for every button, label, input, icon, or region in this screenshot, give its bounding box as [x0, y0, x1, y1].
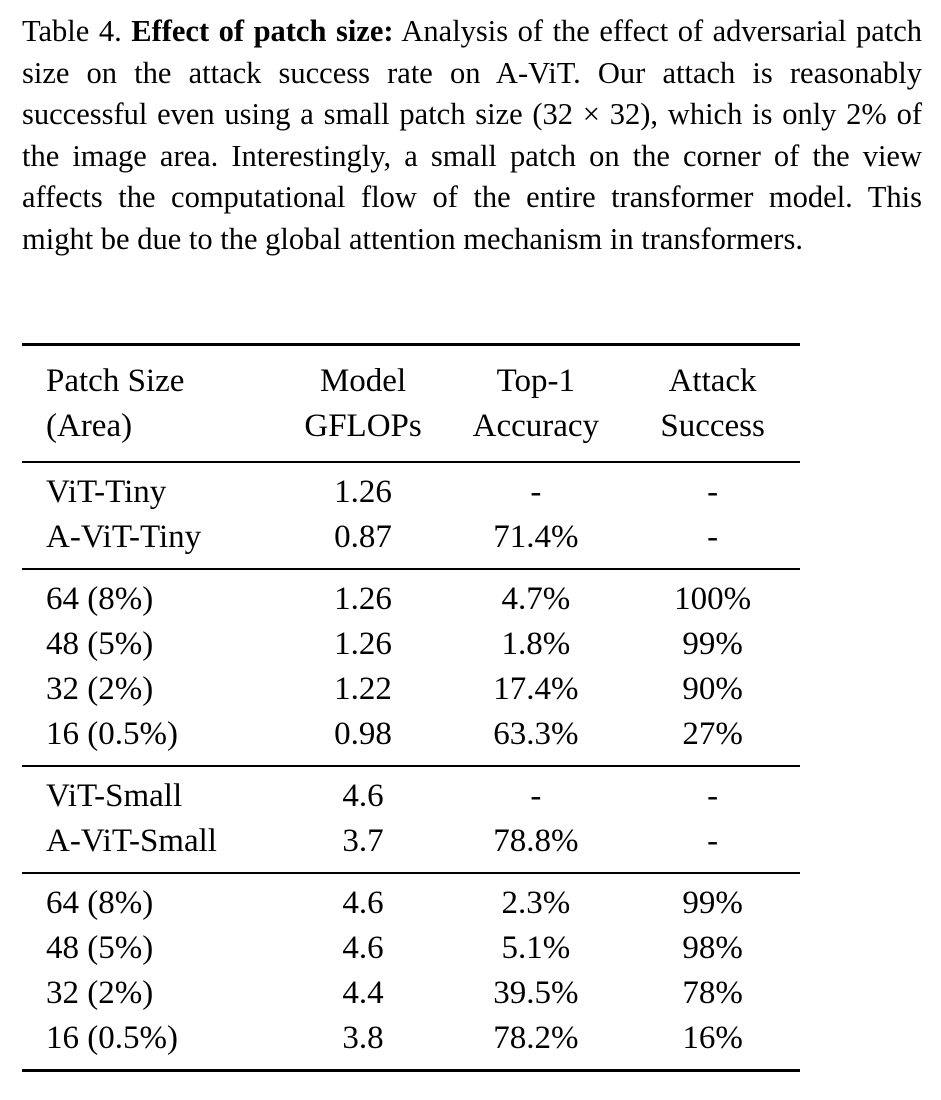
cell-attack: 99%	[682, 626, 743, 662]
cell-attack: 27%	[682, 716, 743, 752]
table-row	[22, 622, 800, 667]
table-group-tiny-patches	[22, 569, 800, 766]
cell-gflops: 0.98	[334, 716, 392, 752]
caption-label: Table 4.	[22, 14, 122, 48]
cell-attack: 78%	[682, 975, 743, 1011]
cell-accuracy: 63.3%	[493, 716, 579, 752]
table-group-small-patches	[22, 873, 800, 1071]
cell-patch: 32 (2%)	[46, 671, 154, 707]
table-caption	[22, 11, 922, 261]
cell-attack: 99%	[625, 873, 800, 926]
cell-patch: ViT-Tiny	[22, 462, 280, 515]
cell-accuracy: 78.2%	[447, 1016, 626, 1071]
cell-patch: 16 (0.5%)	[22, 1016, 280, 1071]
cell-gflops: 3.7	[342, 823, 384, 859]
caption-text: Analysis of the effect of adversarial patch size on the attack success rate on A-ViT. Our attach is reasonably successful even using a small patch size (32 × 32), which is only 2% of the image area. Interestingly, a small patch on the corner of the view affects the computational flow of the entire transformer model. This might be due to the global attention mechanism in transformers.	[22, 14, 922, 256]
cell-attack: -	[707, 519, 719, 555]
table-row	[22, 819, 800, 873]
cell-patch: 64 (8%)	[22, 873, 280, 926]
header-line: Top-1	[496, 363, 576, 399]
cell-patch: 48 (5%)	[46, 930, 154, 966]
cell-accuracy: 78.8%	[493, 823, 579, 859]
table-row	[22, 873, 800, 926]
cell-gflops: 4.6	[280, 873, 447, 926]
header-gflops	[280, 345, 447, 463]
cell-gflops: 1.26	[280, 462, 447, 515]
cell-patch: 64 (8%)	[22, 569, 280, 622]
header-attack-success	[625, 345, 800, 463]
header-line: (Area)	[46, 408, 133, 444]
header-line: Attack	[668, 363, 757, 399]
table-row	[22, 712, 800, 766]
cell-gflops: 0.87	[334, 519, 392, 555]
cell-patch: A-ViT-Small	[46, 823, 217, 859]
table-header	[22, 345, 800, 463]
cell-attack: 100%	[625, 569, 800, 622]
cell-attack: 16%	[625, 1016, 800, 1071]
results-table	[22, 343, 800, 1072]
cell-gflops: 1.26	[334, 626, 392, 662]
header-accuracy	[447, 345, 626, 463]
cell-gflops: 4.6	[342, 930, 384, 966]
table-row	[22, 462, 800, 515]
header-line: Patch Size	[46, 363, 185, 399]
table-group-small-baseline	[22, 766, 800, 873]
header-line: Success	[660, 408, 765, 444]
table-row	[22, 971, 800, 1016]
cell-accuracy: 71.4%	[493, 519, 579, 555]
cell-gflops: 4.6	[280, 766, 447, 819]
cell-accuracy: 1.8%	[501, 626, 571, 662]
cell-gflops: 3.8	[280, 1016, 447, 1071]
table-row	[22, 766, 800, 819]
cell-attack: 98%	[682, 930, 743, 966]
cell-attack: -	[707, 823, 719, 859]
cell-patch: 16 (0.5%)	[46, 716, 178, 752]
table-row	[22, 1016, 800, 1071]
cell-attack: -	[625, 462, 800, 515]
header-patch-size	[22, 345, 280, 463]
cell-attack: 90%	[682, 671, 743, 707]
table-row	[22, 926, 800, 971]
table-row	[22, 667, 800, 712]
cell-accuracy: -	[447, 766, 626, 819]
caption-title: Effect of patch size:	[131, 14, 394, 48]
cell-patch: 32 (2%)	[46, 975, 154, 1011]
table-row	[22, 569, 800, 622]
cell-gflops: 1.26	[280, 569, 447, 622]
cell-accuracy: 4.7%	[447, 569, 626, 622]
cell-patch: A-ViT-Tiny	[46, 519, 202, 555]
header-line: GFLOPs	[304, 408, 422, 444]
cell-accuracy: 2.3%	[447, 873, 626, 926]
cell-patch: 48 (5%)	[46, 626, 154, 662]
table-group-tiny-baseline	[22, 462, 800, 569]
cell-attack: -	[625, 766, 800, 819]
cell-accuracy: -	[447, 462, 626, 515]
cell-gflops: 4.4	[342, 975, 384, 1011]
cell-accuracy: 17.4%	[493, 671, 579, 707]
cell-accuracy: 39.5%	[493, 975, 579, 1011]
header-line: Accuracy	[472, 408, 600, 444]
cell-accuracy: 5.1%	[501, 930, 571, 966]
cell-patch: ViT-Small	[22, 766, 280, 819]
cell-gflops: 1.22	[334, 671, 392, 707]
table-row	[22, 515, 800, 569]
header-line: Model	[319, 363, 407, 399]
